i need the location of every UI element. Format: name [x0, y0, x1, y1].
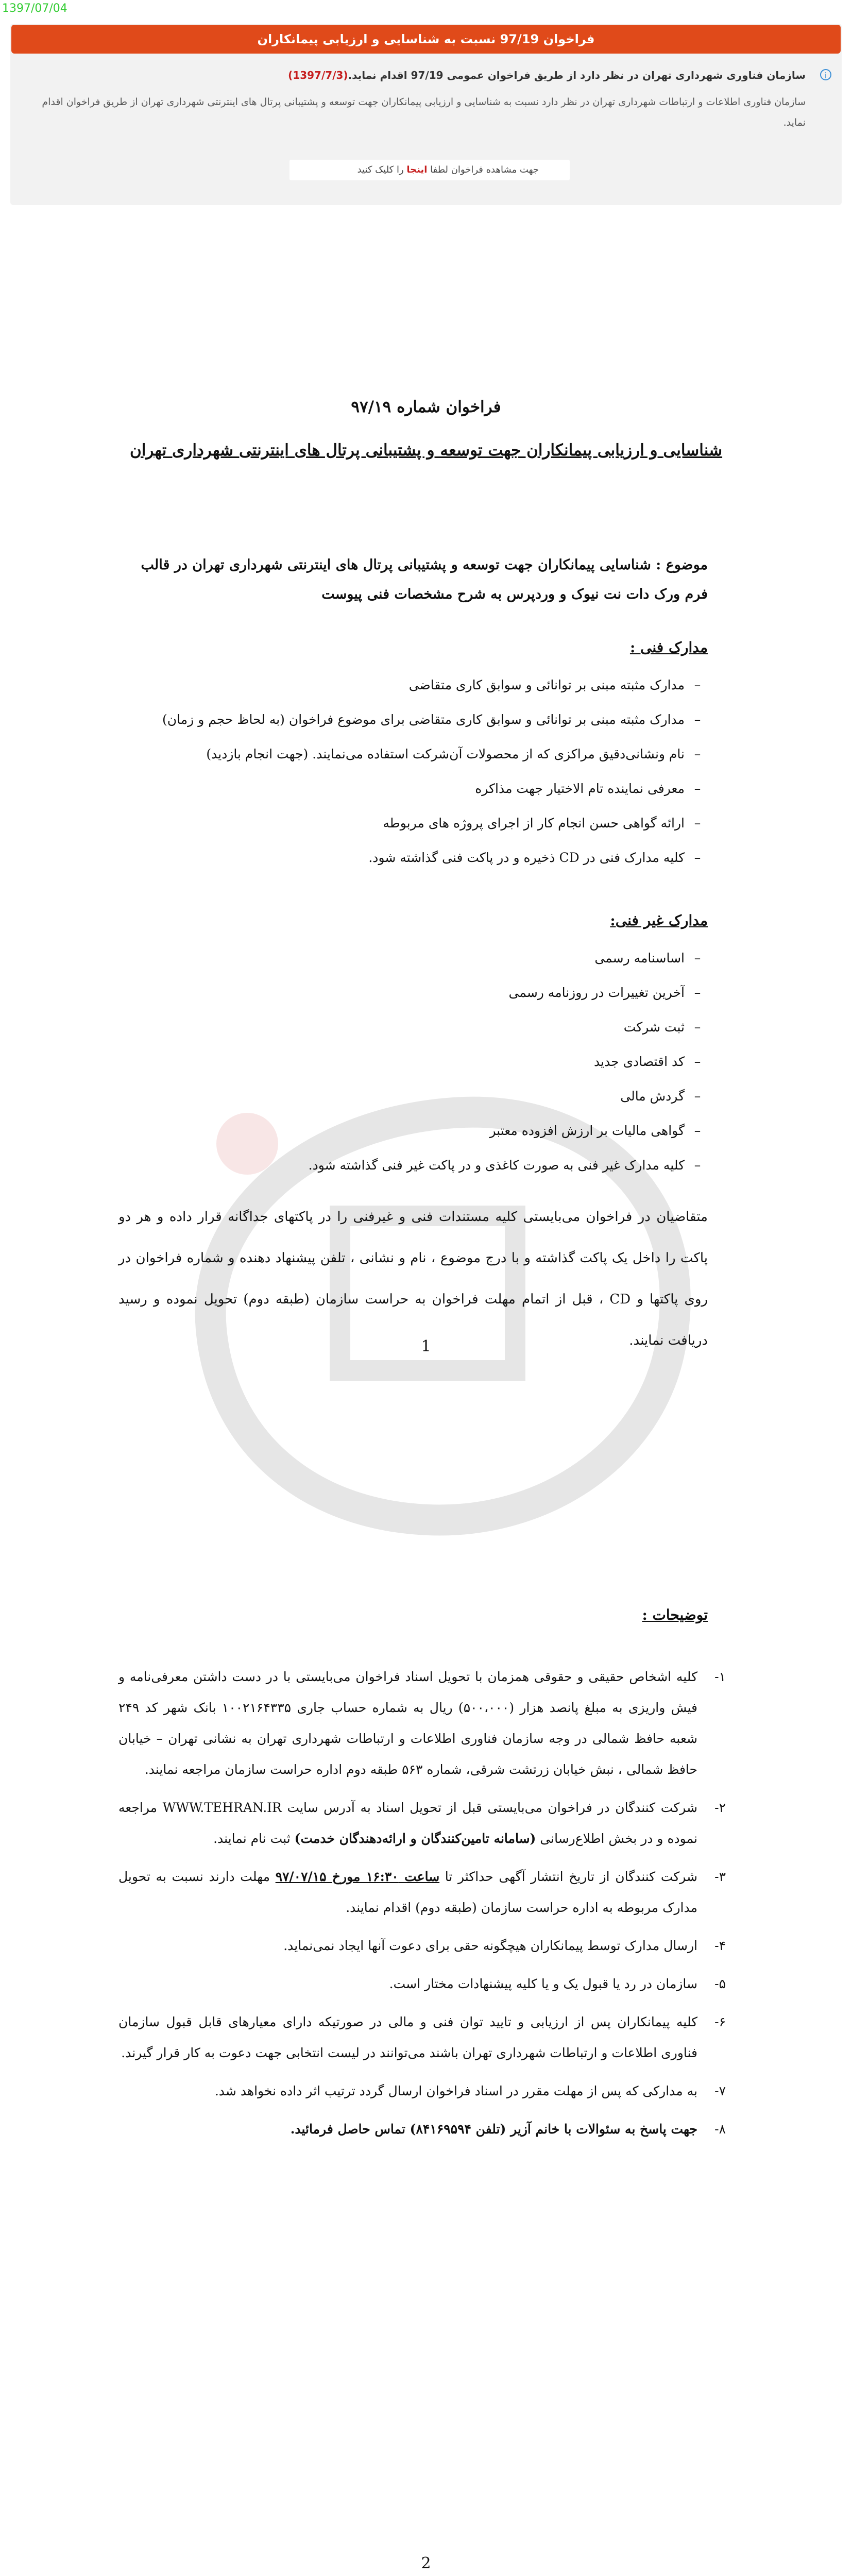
- note-item: ۴- ارسال مدارک توسط پیمانکاران هیچگونه حقی برای دعوت آنها ایجاد نمی‌نماید.: [283, 1938, 726, 1953]
- non-technical-documents-heading: مدارک غیر فنی:: [610, 912, 708, 929]
- date-stamp: 1397/07/04: [2, 2, 67, 15]
- announcement-number: فراخوان شماره ۹۷/۱۹: [351, 398, 501, 416]
- list-item: –گواهی مالیات بر ارزش افزوده معتبر: [489, 1123, 701, 1138]
- list-item: –ثبت شرکت: [623, 1020, 701, 1035]
- notes-list: [118, 1662, 726, 2152]
- notice-text: سازمان فناوری شهرداری تهران در نظر دارد از طریق فراخوان عمومی 97/19 اقدام نماید.: [348, 69, 806, 81]
- list-item: –آخرین تغییرات در روزنامه رسمی: [508, 985, 701, 1000]
- list-item: –مدارک مثبته مبنی بر توانائی و سوابق کاری متقاضی برای موضوع فراخوان (به لحاظ حجم و زمان): [162, 712, 701, 727]
- announcement-notice: [288, 69, 806, 81]
- submission-paragraph: متقاضیان در فراخوان می‌بایستی کلیه مستندات فنی و غیرفنی را در پاکتهای جداگانه قرار داده و هر دو پاکت را داخل یک پاکت گذاشته و با درج موضوع ، نام و نشانی ، تلفن پیشنهاد دهنده و شماره فراخوان در روی پاکتها و CD ، قبل از اتمام مهلت فراخوان به حراست سازمان (طبقه دوم) تحویل نموده و رسید دریافت نمایند.: [118, 1209, 708, 1348]
- list-item: –نام ونشانی‌دقیق مراکزی که از محصولات آن‌شرکت استفاده می‌نمایند. (جهت انجام بازدید): [206, 747, 701, 761]
- list-item: –کد اقتصادی جدید: [593, 1054, 701, 1069]
- info-icon: i: [820, 69, 831, 80]
- note-item: ۳- شرکت کنندگان از تاریخ انتشار آگهی حداکثر تا ساعت ۱۶:۳۰ مورخ ۹۷/۰۷/۱۵ مهلت دارند نسبت به تحویل مدارک مربوطه به اداره حراست سازمان (طبقه دوم) اقدام نمایند.: [118, 1869, 726, 1915]
- notes-heading: توضیحات :: [642, 1606, 708, 1623]
- note-item: ۸- جهت پاسخ به سئوالات با خانم آزیر (تلفن ۸۴۱۶۹۵۹۴) تماس حاصل فرمائید.: [290, 2122, 726, 2137]
- list-item: –معرفی نماینده تام الاختیار جهت مذاکره: [475, 781, 701, 796]
- list-item: –کلیه مدارک غیر فنی به صورت کاغذی و در پاکت غیر فنی گذاشته شود.: [308, 1158, 701, 1173]
- list-item: –اساسنامه رسمی: [594, 951, 701, 965]
- link-suffix: را کلیک کنید: [357, 164, 404, 175]
- note-item: ۷- به مدارکی که پس از مهلت مقرر در اسناد فراخوان ارسال گردد ترتیب اثر داده نخواهد شد.: [214, 2083, 726, 2098]
- announcement-summary: سازمان فناوری اطلاعات و ارتباطات شهرداری تهران در نظر دارد نسبت به شناسایی و ارزیابی پیمانکاران جهت توسعه و پشتیبانی پرتال های اینترنتی شهرداری تهران از طریق فراخوان اقدام نماید.: [42, 96, 806, 128]
- non-technical-documents-list: [309, 941, 710, 1182]
- announcement-banner: فراخوان 97/19 نسبت به شناسایی و ارزیابی پیمانکاران: [11, 25, 841, 54]
- list-item: –کلیه مدارک فنی در CD ذخیره و در پاکت فنی گذاشته شود.: [368, 850, 701, 865]
- view-announcement-box: [289, 160, 570, 180]
- note-item: ۵- سازمان در رد یا قبول یک و یا کلیه پیشنهادات مختار است.: [389, 1976, 726, 1991]
- list-item: –گردش مالی: [620, 1089, 701, 1104]
- list-item: –ارائه گواهی حسن انجام کار از اجرای پروژه های مربوطه: [383, 816, 701, 831]
- technical-documents-list: [162, 668, 710, 875]
- technical-documents-heading: مدارک فنی :: [629, 639, 708, 656]
- page-number: 2: [421, 2554, 431, 2572]
- note-item: ۶- کلیه پیمانکاران پس از ارزیابی و تایید توان فنی و مالی در صورتیکه دارای معیارهای قابل قبول سازمان فناوری اطلاعات و ارتباطات شهرداری تهران باشند می‌توانند در لیست انتخابی جهت دعوت به کار قرار گیرند.: [118, 2014, 726, 2060]
- note-item: ۱- کلیه اشخاص حقیقی و حقوقی همزمان با تحویل اسناد فراخوان می‌بایستی با در دست داشتن معرفی‌نامه و فیش واریزی به مبلغ پانصد هزار (۵۰۰،۰۰۰) ریال به شماره حساب جاری ۱۰۰۲۱۶۴۳۳۵ بانک شهر کد ۲۴۹ شعبه حافظ شمالی در وجه سازمان فناوری اطلاعات و ارتباطات شهرداری تهران به نشانی تهران – خیابان حافظ شمالی ، نبش خیابان زرتشت شرقی، شماره ۵۶۳ طبقه دوم اداره حراست سازمان مراجعه نمایند.: [118, 1669, 726, 1777]
- subject-label: موضوع :: [656, 557, 708, 573]
- link-prefix: جهت مشاهده فراخوان لطفا: [430, 164, 539, 175]
- notice-date: (1397/7/3): [288, 69, 348, 81]
- subject-text: شناسایی پیمانکاران جهت توسعه و پشتیبانی پرتال های اینترنتی شهرداری تهران در قالب فرم ورک دات نت نیوک و وردپرس به شرح مشخصات فنی پیوست: [141, 557, 708, 602]
- view-announcement-link[interactable]: اینجا: [406, 164, 428, 175]
- page-number: 1: [421, 1337, 431, 1355]
- note-item: ۲- شرکت کنندگان در فراخوان می‌بایستی قبل از تحویل اسناد به آدرس سایت WWW.TEHRAN.IR مراجعه نموده و در بخش اطلاع‌رسانی (سامانه تامین‌کنندگان و ارائه‌دهندگان خدمت) ثبت نام نمایند.: [118, 1800, 726, 1846]
- announcement-subject-title: شناسایی و ارزیابی پیمانکاران جهت توسعه و پشتیبانی پرتال های اینترنتی شهرداری تهران: [129, 441, 723, 460]
- list-item: –مدارک مثبته مبنی بر توانائی و سوابق کاری متقاضی: [408, 677, 701, 692]
- announcement-card: [10, 24, 842, 205]
- subject-paragraph: [118, 550, 708, 609]
